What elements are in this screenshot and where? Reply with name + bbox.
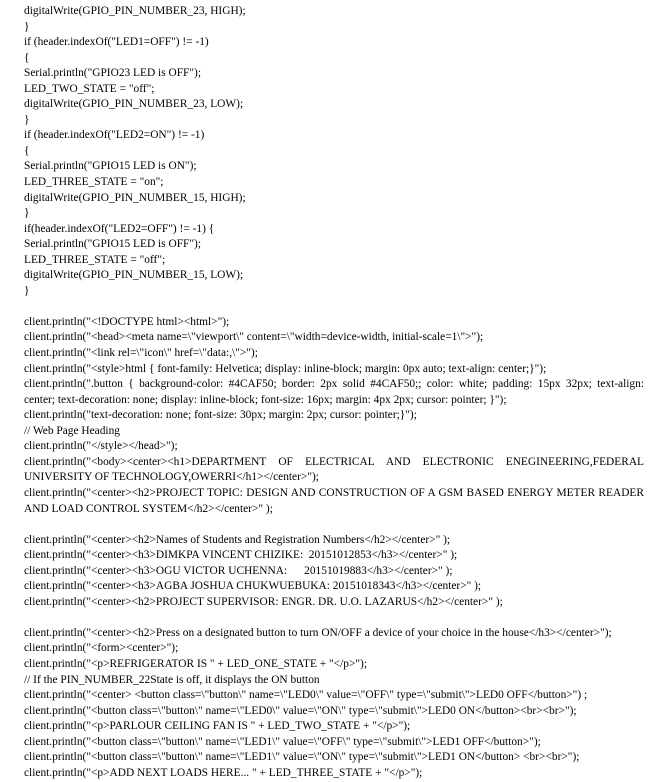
code-line: client.println("<p>ADD NEXT LOADS HERE... " + LED_THREE_STATE + "</p>"); bbox=[24, 766, 423, 779]
code-line: client.println("<center> <button class=\"button\" name=\"LED0\" value=\"OFF\" type=\"submit\">LED0 OFF</button>") ; bbox=[24, 689, 588, 702]
code-listing bbox=[24, 4, 644, 781]
code-line: } bbox=[24, 20, 30, 33]
code-line: digitalWrite(GPIO_PIN_NUMBER_15, LOW); bbox=[24, 269, 244, 282]
code-line: client.println("<link rel=\"icon\" href=\"data:,\">"); bbox=[24, 347, 258, 360]
code-line: client.println("<center><h2>Names of Students and Registration Numbers</h2></center>" ); bbox=[24, 533, 451, 546]
code-line: { bbox=[24, 144, 30, 157]
code-line: if (header.indexOf("LED2=ON") != -1) bbox=[24, 129, 205, 142]
code-comment: // Web Page Heading bbox=[24, 424, 120, 437]
code-line: } bbox=[24, 284, 30, 297]
code-line: if (header.indexOf("LED1=OFF") != -1) bbox=[24, 36, 209, 49]
code-line: client.println("<p>REFRIGERATOR IS " + LED_ONE_STATE + "</p>"); bbox=[24, 657, 367, 670]
code-line: client.println("<center><h3>DIMKPA VINCENT CHIZIKE: 20151012853</h3></center>" ); bbox=[24, 549, 458, 562]
code-line: if(header.indexOf("LED2=OFF") != -1) { bbox=[24, 222, 215, 235]
blank-line bbox=[24, 299, 644, 315]
code-line: client.println("<center><h2>PROJECT SUPERVISOR: ENGR. DR. U.O. LAZARUS</h2></center>" ); bbox=[24, 595, 503, 608]
code-line: } bbox=[24, 207, 30, 220]
code-line: client.println("<p>PARLOUR CEILING FAN IS " + LED_TWO_STATE + "</p>"); bbox=[24, 720, 411, 733]
code-line: LED_THREE_STATE = "off"; bbox=[24, 253, 166, 266]
code-line: digitalWrite(GPIO_PIN_NUMBER_23, LOW); bbox=[24, 98, 244, 111]
code-line: client.println("<form><center>"); bbox=[24, 642, 179, 655]
blank-line bbox=[24, 517, 644, 533]
code-line: client.println(".button { background-color: #4CAF50; border: 2px solid #4CAF50;; color: white; padding: 15px 32px; text-align: center; text-decoration: none; display: inline-block; font-size: 16px; margin: 4px 2px; cursor: pointer; }"); bbox=[24, 378, 644, 406]
code-line: digitalWrite(GPIO_PIN_NUMBER_15, HIGH); bbox=[24, 191, 246, 204]
code-line: } bbox=[24, 113, 30, 126]
code-line: client.println("<center><h2>PROJECT TOPIC: DESIGN AND CONSTRUCTION OF A GSM BASED ENERGY METER READER AND LOAD CONTROL SYSTEM</h2></center>" ); bbox=[24, 486, 644, 515]
code-line: client.println("<button class=\"button\" name=\"LED0\" value=\"ON\" type=\"submit\">LED0 ON</button><br><br>"); bbox=[24, 704, 577, 717]
code-line: LED_TWO_STATE = "off"; bbox=[24, 82, 155, 95]
code-line: client.println("<button class=\"button\" name=\"LED1\" value=\"ON\" type=\"submit\">LED1 ON</button> <br><br>"); bbox=[24, 751, 580, 764]
code-line: client.println("</style></head>"); bbox=[24, 440, 178, 453]
code-comment: // If the PIN_NUMBER_22State is off, it displays the ON button bbox=[24, 673, 320, 686]
code-line: client.println("text-decoration: none; font-size: 30px; margin: 2px; cursor: pointer;}"); bbox=[24, 409, 417, 422]
code-line: client.println("<head><meta name=\"viewport\" content=\"width=device-width, initial-scale=1\">"); bbox=[24, 331, 484, 344]
blank-line bbox=[24, 610, 644, 626]
code-line: client.println("<style>html { font-family: Helvetica; display: inline-block; margin: 0px auto; text-align: center;}"); bbox=[24, 362, 547, 375]
code-line: Serial.println("GPIO15 LED is OFF"); bbox=[24, 238, 201, 251]
code-line: client.println("<center><h2>Press on a designated button to turn ON/OFF a device of your choice in the house</h3></center>"); bbox=[24, 626, 612, 639]
code-line: digitalWrite(GPIO_PIN_NUMBER_23, HIGH); bbox=[24, 5, 246, 17]
code-line: client.println("<center><h3>OGU VICTOR UCHENNA: 20151019883</h3></center>" ); bbox=[24, 564, 453, 577]
code-line: Serial.println("GPIO15 LED is ON"); bbox=[24, 160, 197, 173]
code-line: client.println("<button class=\"button\" name=\"LED1\" value=\"OFF\" type=\"submit\">LED1 OFF</button>"); bbox=[24, 735, 541, 748]
code-line: client.println("<!DOCTYPE html><html>"); bbox=[24, 315, 230, 328]
code-line: Serial.println("GPIO23 LED is OFF"); bbox=[24, 67, 201, 80]
code-line: client.println("<body><center><h1>DEPARTMENT OF ELECTRICAL AND ELECTRONIC ENEGINEERING,FEDERAL UNIVERSITY OF TECHNOLOGY,OWERRI</h1></center>"); bbox=[24, 455, 644, 484]
code-line: client.println("<center><h3>AGBA JOSHUA CHUKWUEBUKA: 20151018343</h3></center>" ); bbox=[24, 580, 482, 593]
code-line: LED_THREE_STATE = "on"; bbox=[24, 176, 164, 189]
code-line: { bbox=[24, 51, 30, 64]
